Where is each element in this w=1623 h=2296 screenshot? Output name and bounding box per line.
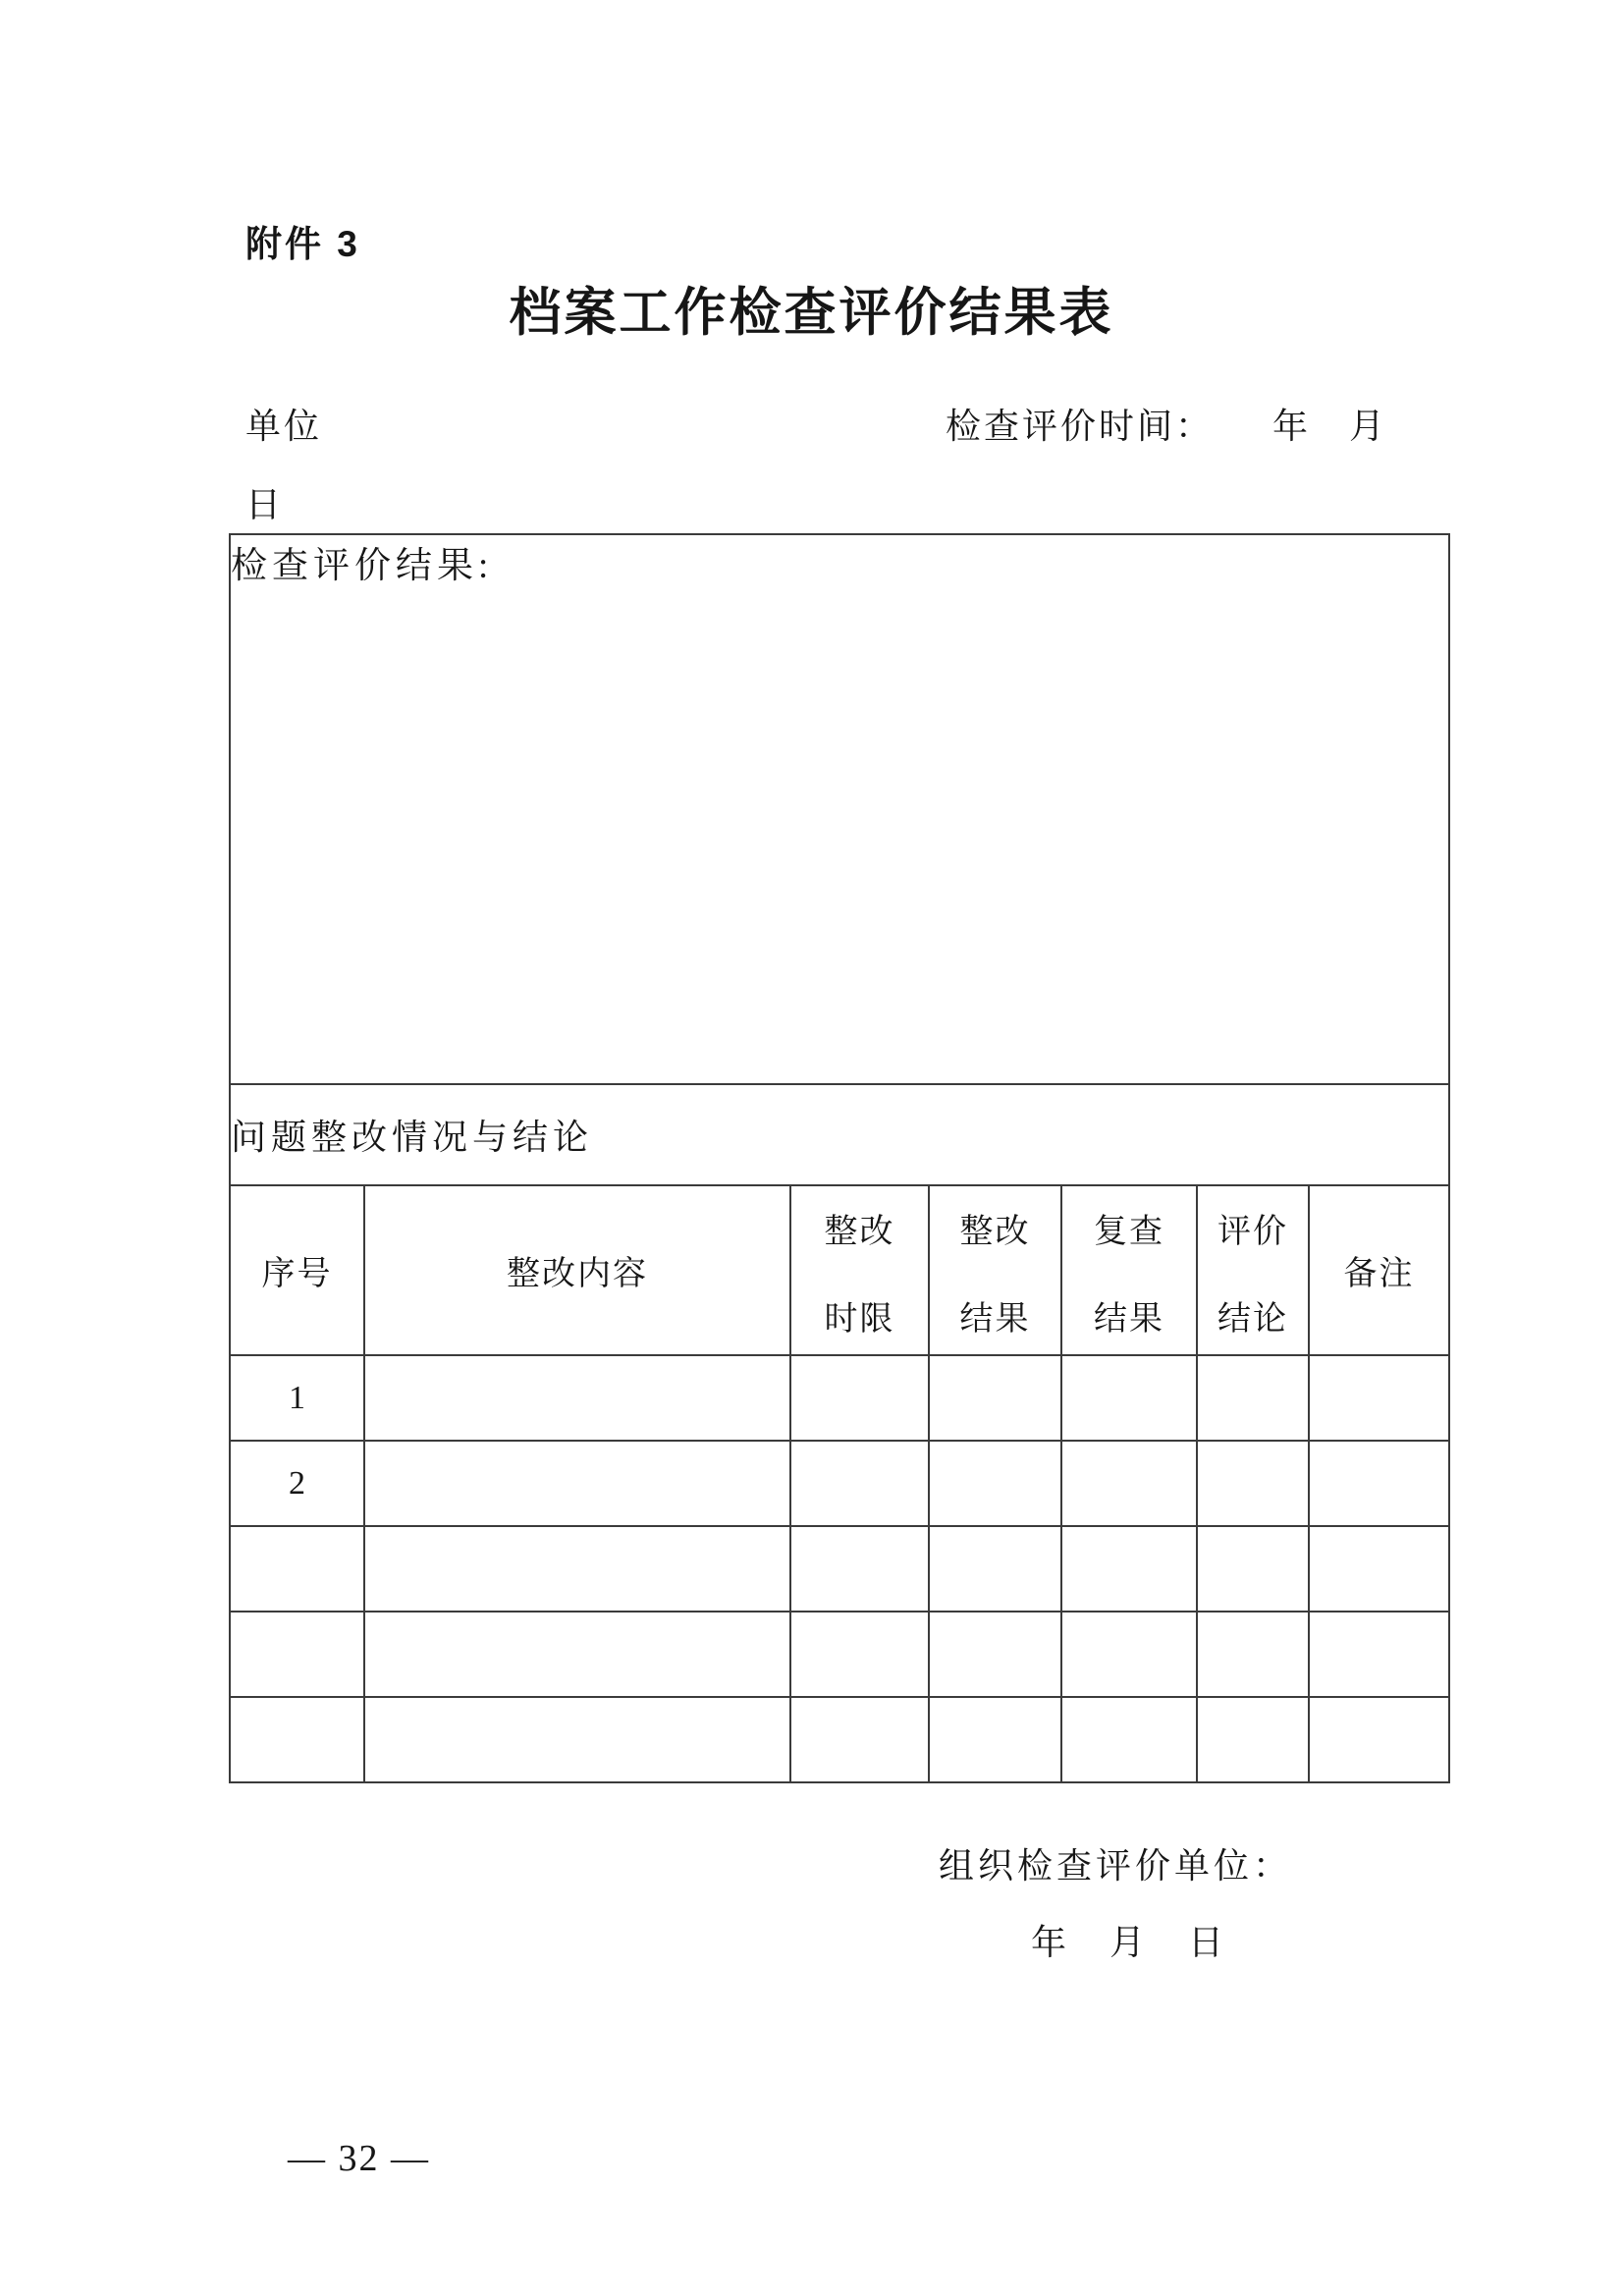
header-cell-remark [1309, 1185, 1449, 1355]
content-cell [364, 1526, 790, 1612]
seq-cell [230, 1526, 364, 1612]
seq-cell [230, 1612, 364, 1697]
header-label: 序号 [261, 1256, 333, 1292]
inspection-time-label: 检查评价时间： 年 月 [945, 407, 1387, 446]
table-row [230, 1612, 1449, 1697]
header-label: 结论 [1217, 1300, 1288, 1338]
conclusion-cell [1197, 1441, 1309, 1526]
result-section-label: 检查评价结果: [231, 546, 494, 586]
header-label: 整改 [959, 1213, 1031, 1250]
conclusion-cell [1197, 1697, 1309, 1782]
seq-cell: 1 [230, 1355, 364, 1441]
deadline-cell [790, 1355, 929, 1441]
seq-cell [230, 1697, 364, 1782]
result-section-cell [230, 534, 1449, 1084]
table-header-row [230, 1185, 1449, 1355]
org-unit-label: 组织检查评价单位： [939, 1846, 1293, 1886]
rectification-section-cell [230, 1084, 1449, 1185]
deadline-cell [790, 1612, 929, 1697]
conclusion-cell [1197, 1526, 1309, 1612]
content-cell [364, 1355, 790, 1441]
header-label: 评价 [1217, 1213, 1288, 1250]
table-row [230, 1526, 1449, 1612]
deadline-cell [790, 1526, 929, 1612]
meta-row [245, 399, 1387, 449]
table-row [230, 1355, 1449, 1441]
seq-cell: 2 [230, 1441, 364, 1526]
header-cell-deadline [790, 1185, 929, 1355]
header-label: 复查 [1094, 1213, 1164, 1250]
rectification-section-label: 问题整改情况与结论 [231, 1118, 594, 1157]
header-label: 结果 [959, 1300, 1031, 1338]
result-cell [929, 1612, 1061, 1697]
header-label: 整改 [824, 1213, 895, 1250]
recheck-cell [1061, 1612, 1197, 1697]
table-row [230, 1441, 1449, 1526]
sign-date-label: 年 月 日 [1031, 1923, 1228, 1962]
header-label: 时限 [824, 1300, 895, 1338]
page-number: — 32 — [288, 2138, 430, 2179]
day-label: 日 [245, 485, 285, 524]
remark-cell [1309, 1612, 1449, 1697]
recheck-cell [1061, 1526, 1197, 1612]
result-section-row [230, 534, 1449, 1084]
deadline-cell [790, 1441, 929, 1526]
content-cell [364, 1441, 790, 1526]
remark-cell [1309, 1355, 1449, 1441]
header-cell-conclusion [1197, 1185, 1309, 1355]
remark-cell [1309, 1441, 1449, 1526]
remark-cell [1309, 1697, 1449, 1782]
header-cell-recheck [1061, 1185, 1197, 1355]
header-label: 结果 [1094, 1300, 1164, 1338]
table-row [230, 1697, 1449, 1782]
content-cell [364, 1612, 790, 1697]
rectification-section-row [230, 1084, 1449, 1185]
header-cell-seq [230, 1185, 364, 1355]
header-cell-content [364, 1185, 790, 1355]
result-cell [929, 1526, 1061, 1612]
result-cell [929, 1697, 1061, 1782]
result-cell [929, 1355, 1061, 1441]
unit-label: 单位 [245, 407, 323, 446]
header-label: 整改内容 [507, 1256, 648, 1292]
header-cell-result [929, 1185, 1061, 1355]
recheck-cell [1061, 1355, 1197, 1441]
result-cell [929, 1441, 1061, 1526]
remark-cell [1309, 1526, 1449, 1612]
recheck-cell [1061, 1697, 1197, 1782]
content-cell [364, 1697, 790, 1782]
evaluation-form-table [229, 533, 1450, 1783]
page-title: 档案工作检查评价结果表 [509, 285, 1114, 342]
attachment-label: 附件 3 [245, 224, 360, 264]
deadline-cell [790, 1697, 929, 1782]
conclusion-cell [1197, 1612, 1309, 1697]
recheck-cell [1061, 1441, 1197, 1526]
header-label: 备注 [1343, 1256, 1415, 1292]
conclusion-cell [1197, 1355, 1309, 1441]
